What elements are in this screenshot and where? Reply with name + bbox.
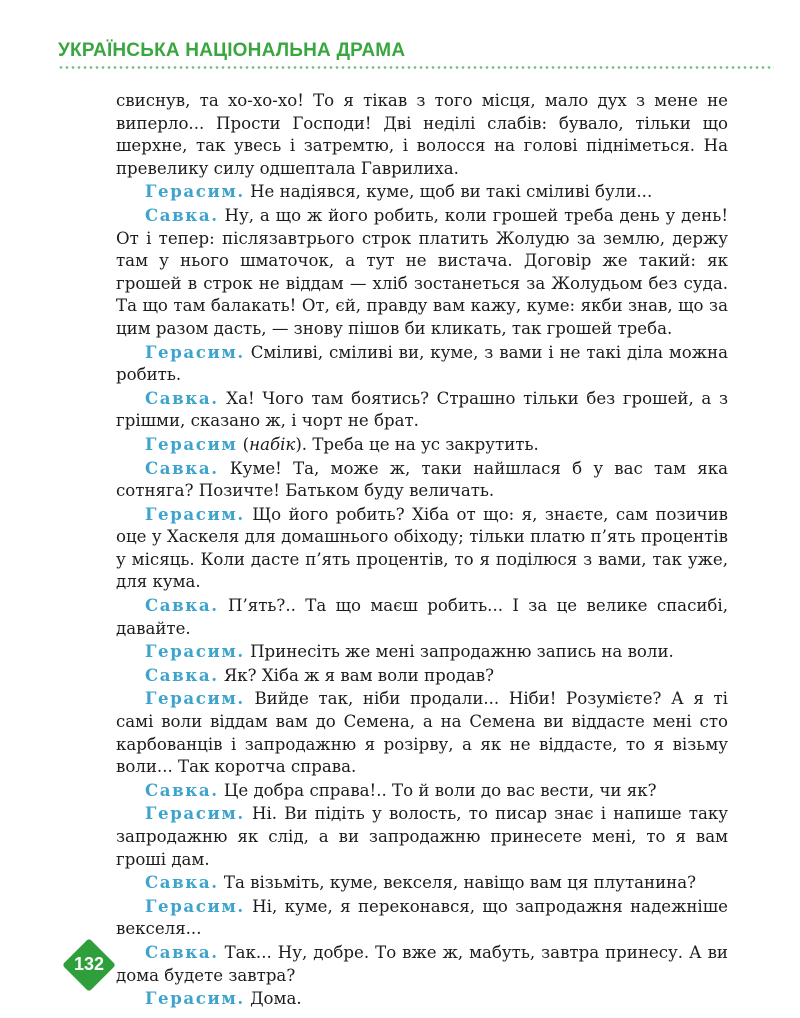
- speaker-name: Савка.: [145, 664, 219, 685]
- paragraph: [116, 664, 728, 688]
- paragraph: [116, 941, 728, 987]
- speaker-name: Савка.: [145, 204, 219, 225]
- paragraph: [116, 387, 728, 433]
- speaker-name: Герасим.: [145, 181, 245, 202]
- paragraph-text: Що його робить? Хіба от що: я, знаєте, сам позичив оце у Хаскеля для домашнього обіходу; тільки платю п’ять процентів у місяць. Коли дасте п’ять процентів, то я поділюся з вами, так уже, для кума.: [116, 504, 728, 592]
- paragraph-text: Ні. Ви підіть у волость, то писар знає і напише таку запродажню як слід, а ви запродажню принесете мені, то я вам гроші дам.: [116, 804, 728, 869]
- paragraph-text: Так... Ну, добре. То вже ж, мабуть, завтра принесу. А ви дома будете завтра?: [116, 942, 728, 985]
- speaker-name: Герасим: [145, 433, 238, 454]
- speaker-name: Савка.: [145, 457, 219, 478]
- stage-remark: набік: [249, 434, 296, 454]
- section-title: УКРАЇНСЬКА НАЦІОНАЛЬНА ДРАМА: [58, 40, 406, 61]
- paragraph: [116, 802, 728, 871]
- speaker-name: Герасим.: [145, 895, 245, 916]
- paragraph: [116, 457, 728, 503]
- speaker-name: Савка.: [145, 779, 219, 800]
- paragraph-text: Вийде так, ніби продали... Ніби! Розумієте? А я ті самі воли віддам вам до Семена, а на Семена ви віддасте мені сто карбованців і запродажню я розірву, а як не віддасте, то я візьму воли... Так коротча справа.: [116, 689, 728, 777]
- paragraph-text: Куме! Та, може ж, таки найшлася б у вас там яка сотняга? Позичте! Батьком буду величать.: [116, 458, 729, 501]
- paragraph-text: Сміливі, сміливі ви, куме, з вами і не такі діла можна робить.: [116, 342, 728, 385]
- paragraph-text: Як? Хіба ж я вам воли продав?: [223, 665, 495, 685]
- speaker-name: Герасим.: [145, 641, 245, 662]
- drama-text: [116, 90, 728, 1011]
- paragraph: [116, 895, 728, 941]
- paragraph-text: Принесіть же мені запродажню запись на воли.: [250, 642, 674, 662]
- speaker-name: Герасим.: [145, 341, 245, 362]
- paragraph-text: Дома.: [250, 989, 302, 1009]
- paragraph-text: Треба це на ус закрутить.: [312, 434, 539, 454]
- speaker-name: Герасим.: [145, 688, 245, 709]
- speaker-name: Савка.: [145, 595, 219, 616]
- paragraph: [116, 180, 728, 204]
- paragraph-text: Ні, куме, я переконався, що запродажня надежніше векселя...: [116, 896, 728, 939]
- paragraph: [116, 204, 728, 341]
- paragraph-text: Це добра справа!.. То й воли до вас вести, чи як?: [223, 780, 657, 800]
- speaker-name: Савка.: [145, 941, 219, 962]
- dotted-divider: [58, 66, 774, 69]
- paragraph-text: Ха! Чого там боятись? Страшно тільки без грошей, а з грішми, сказано ж, і чорт не брат.: [116, 388, 728, 431]
- speaker-name: Савка.: [145, 387, 219, 408]
- paragraph: [116, 341, 728, 387]
- paragraph-text: П’ять?.. Та що маєш робить... І за це велике спасибі, давайте.: [116, 596, 729, 638]
- paragraph: Герасим (набік). Треба це на ус закрутить.: [145, 433, 539, 454]
- speaker-name: Савка.: [145, 872, 219, 893]
- paragraph: [116, 687, 728, 778]
- paragraph: [116, 503, 728, 594]
- paragraph-text: Та візьміть, куме, векселя, навіщо вам ця плутанина?: [223, 873, 696, 893]
- page-number-badge: [68, 944, 110, 986]
- paragraph-text: свиснув, та хо-хо-хо! То я тікав з того місця, мало дух з мене не виперло... Прости Господи! Дві неділі слабів: бувало, тільки що шерхне, так увесь і затремтю, і волосся на голові підніметься. На превелику силу одшептала Гаврилиха.: [116, 91, 728, 178]
- paragraph: [116, 640, 728, 664]
- paragraph: [116, 779, 728, 803]
- paragraph-text: Ну, а що ж його робить, коли грошей треба день у день! От і тепер: післязавтрього строк платить Жолудю за землю, держу там у нього шматочок, а тут не вистача. Договір же такий: як грошей в строк не віддам — хліб зостанеться за Жолудьом без суда. Та що там балакать! От, єй, правду вам кажу, куме: якби знав, що за цим разом дасть, — знову пішов би кликать, так грошей треба.: [116, 205, 728, 338]
- speaker-name: Герасим.: [145, 503, 245, 524]
- page-number: 132: [73, 954, 105, 974]
- paragraph: [116, 871, 728, 895]
- paragraph: [116, 594, 728, 640]
- paragraph-text: Не надіявся, куме, щоб ви такі сміливі були...: [250, 182, 653, 202]
- paragraph: [116, 987, 728, 1011]
- paragraph: [116, 90, 728, 180]
- speaker-name: Герасим.: [145, 988, 245, 1009]
- speaker-name: Герасим.: [145, 803, 245, 824]
